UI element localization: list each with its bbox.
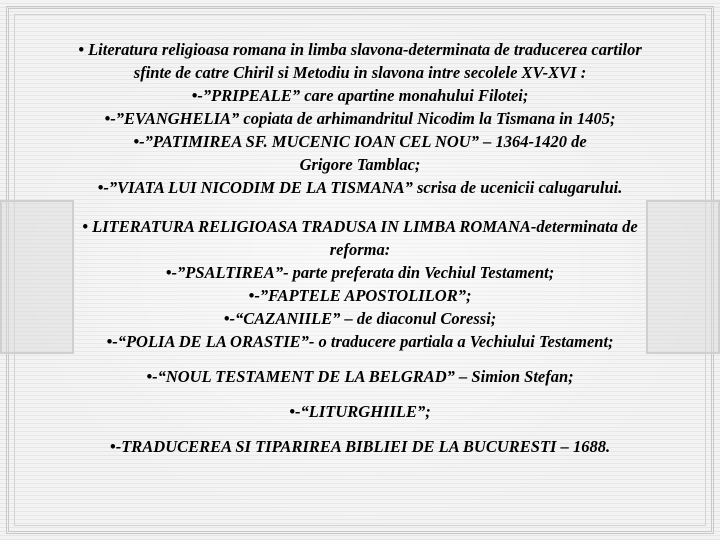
slide-text: [10, 38, 710, 458]
list-item: •-”PATIMIREA SF. MUCENIC IOAN CEL NOU” – 1364-1420 de: [133, 132, 587, 151]
list-item: •-“POLIA DE LA ORASTIE”- o traducere partiala a Vechiului Testament;: [106, 332, 614, 351]
list-item: •-“NOUL TESTAMENT DE LA BELGRAD” – Simion Stefan;: [146, 367, 574, 386]
list-item: •-”EVANGHELIA” copiata de arhimandritul Nicodim la Tismana in 1405;: [104, 109, 616, 128]
list-item: •-“CAZANIILE” – de diaconul Coressi;: [223, 309, 497, 328]
list-item: •-TRADUCEREA SI TIPARIREA BIBLIEI DE LA BUCURESTI – 1688.: [109, 437, 611, 456]
list-item: •-“LITURGHIILE”;: [289, 402, 431, 421]
list-item: •-”VIATA LUI NICODIM DE LA TISMANA” scrisa de ucenicii calugarului.: [97, 178, 623, 197]
spacer: [10, 353, 710, 365]
list-item: •-”PSALTIREA”- parte preferata din Vechiul Testament;: [165, 263, 555, 282]
section-slavonic-heading-line1: • Literatura religioasa romana in limba slavona-determinata de traducerea cartilor: [78, 40, 642, 59]
section-slavonic-heading-line2: sfinte de catre Chiril si Metodiu in slavona intre secolele XV-XVI :: [133, 63, 587, 82]
section-romanian-heading-line2: reforma:: [329, 240, 391, 259]
list-item: •-”PRIPEALE” care apartine monahului Filotei;: [191, 86, 529, 105]
spacer: [10, 388, 710, 400]
section-romanian-heading-line1: • LITERATURA RELIGIOASA TRADUSA IN LIMBA ROMANA-determinata de: [82, 217, 638, 236]
list-item: •-”FAPTELE APOSTOLILOR”;: [248, 286, 472, 305]
list-item: Grigore Tamblac;: [299, 155, 421, 174]
spacer: [10, 423, 710, 435]
spacer: [10, 199, 710, 215]
